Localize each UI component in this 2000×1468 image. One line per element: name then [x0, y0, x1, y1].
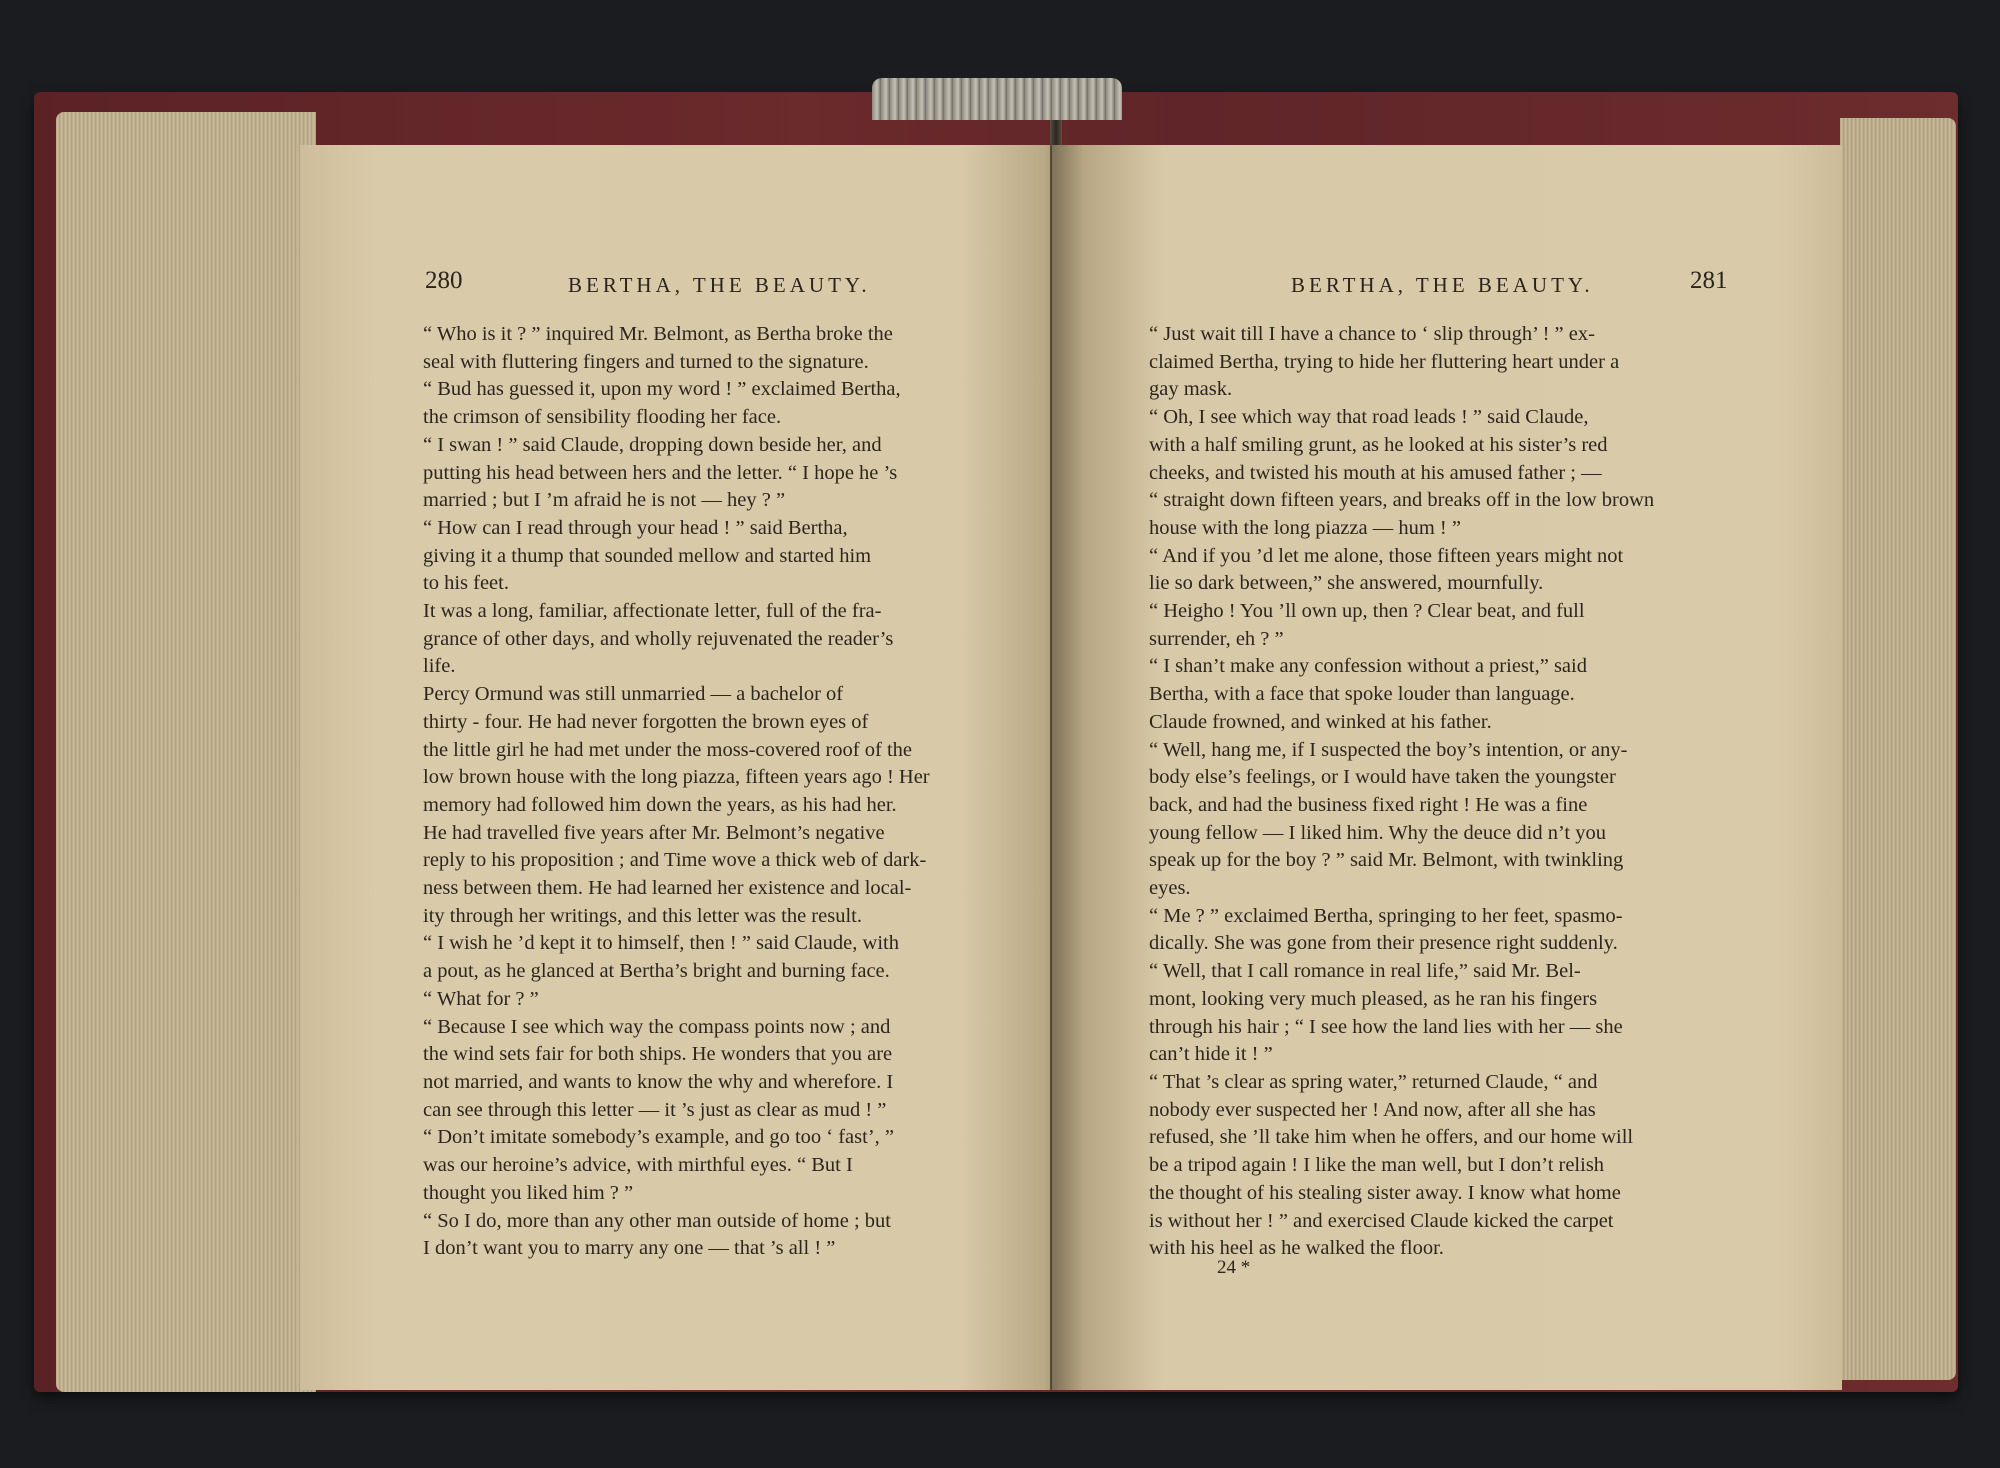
right-page-number: 281 [1690, 267, 1728, 294]
text-line: grance of other days, and wholly rejuvenated the reader’s [423, 627, 894, 650]
left-page-text [423, 321, 1009, 1263]
text-line: body else’s feelings, or I would have taken the youngster [1149, 766, 1616, 789]
right-page-edges [1840, 118, 1956, 1380]
text-line: not married, and wants to know the why and wherefore. I [423, 1070, 894, 1093]
text-line: “ Heigho ! You ’ll own up, then ? Clear beat, and full [1149, 600, 1585, 623]
text-line: the crimson of sensibility flooding her face. [423, 406, 782, 429]
text-line: nobody ever suspected her ! And now, after all she has [1149, 1098, 1596, 1121]
left-page-number: 280 [425, 267, 463, 294]
text-line: claimed Bertha, trying to hide her fluttering heart under a [1149, 350, 1620, 373]
text-line: is without her ! ” and exercised Claude kicked the carpet [1149, 1209, 1614, 1232]
text-line: dically. She was gone from their presence right suddenly. [1149, 932, 1618, 955]
text-line: young fellow — I liked him. Why the deuce did n’t you [1149, 821, 1606, 844]
text-line: reply to his proposition ; and Time wove a thick web of dark- [423, 849, 927, 872]
right-page [1052, 145, 1842, 1390]
left-page [300, 145, 1068, 1390]
signature-mark: 24 * [1217, 1257, 1251, 1278]
text-line: can see through this letter — it ’s just as clear as mud ! ” [423, 1098, 887, 1121]
right-running-head: BERTHA, THE BEAUTY. [1291, 273, 1594, 297]
text-line: cheeks, and twisted his mouth at his amused father ; — [1149, 461, 1602, 484]
text-line: gay mask. [1149, 378, 1233, 401]
text-line: “ Who is it ? ” inquired Mr. Belmont, as Bertha broke the [423, 323, 893, 345]
text-line: surrender, eh ? ” [1149, 627, 1284, 650]
text-line: thought you liked him ? ” [423, 1181, 634, 1204]
text-line: the thought of his stealing sister away. I know what home [1149, 1181, 1621, 1204]
spine-binding [872, 78, 1122, 120]
text-line: “ straight down fifteen years, and breaks off in the low brown [1149, 489, 1655, 512]
text-line: mont, looking very much pleased, as he ran his fingers [1149, 987, 1598, 1010]
text-line: “ I wish he ’d kept it to himself, then ! ” said Claude, with [423, 932, 899, 955]
text-line: house with the long piazza — hum ! ” [1149, 516, 1461, 539]
text-line: the little girl he had met under the moss-covered roof of the [423, 738, 912, 761]
text-line: with a half smiling grunt, as he looked at his sister’s red [1149, 433, 1608, 456]
text-line: Percy Ormund was still unmarried — a bachelor of [423, 683, 844, 706]
text-line: “ What for ? ” [423, 987, 539, 1010]
text-line: “ Bud has guessed it, upon my word ! ” exclaimed Bertha, [423, 378, 901, 401]
text-line: thirty - four. He had never forgotten the brown eyes of [423, 710, 869, 733]
text-line: “ Well, hang me, if I suspected the boy’s intention, or any- [1149, 738, 1628, 761]
text-line: married ; but I ’m afraid he is not — hey ? ” [423, 489, 786, 512]
text-line: “ Me ? ” exclaimed Bertha, springing to her feet, spasmo- [1149, 904, 1623, 927]
text-line: low brown house with the long piazza, fifteen years ago ! Her [423, 766, 930, 789]
text-line: a pout, as he glanced at Bertha’s bright and burning face. [423, 960, 890, 983]
text-line: “ Oh, I see which way that road leads ! ” said Claude, [1149, 406, 1589, 429]
text-line: He had travelled five years after Mr. Belmont’s negative [423, 821, 885, 844]
text-line: the wind sets fair for both ships. He wonders that you are [423, 1043, 893, 1066]
text-line: “ That ’s clear as spring water,” returned Claude, “ and [1149, 1070, 1598, 1093]
text-line: “ I swan ! ” said Claude, dropping down beside her, and [423, 433, 882, 456]
text-line: can’t hide it ! ” [1149, 1043, 1273, 1066]
text-line: “ Just wait till I have a chance to ‘ slip through’ ! ” ex- [1149, 323, 1595, 345]
text-line: “ I shan’t make any confession without a priest,” said [1149, 655, 1587, 678]
text-line: memory had followed him down the years, as his had her. [423, 793, 897, 816]
text-line: “ Because I see which way the compass points now ; and [423, 1015, 891, 1038]
text-line: giving it a thump that sounded mellow and started him [423, 544, 872, 567]
text-line: Claude frowned, and winked at his father. [1149, 710, 1492, 733]
text-line: “ Don’t imitate somebody’s example, and go too ‘ fast’, ” [423, 1126, 895, 1149]
text-line: seal with fluttering fingers and turned to the signature. [423, 350, 869, 373]
right-page-text [1149, 321, 1734, 1263]
text-line: to his feet. [423, 572, 509, 595]
text-line: life. [423, 655, 456, 678]
text-line: It was a long, familiar, affectionate letter, full of the fra- [423, 600, 882, 623]
text-line: be a tripod again ! I like the man well, but I don’t relish [1149, 1154, 1605, 1177]
left-page-edges [56, 112, 316, 1392]
text-line: speak up for the boy ? ” said Mr. Belmont, with twinkling [1149, 849, 1624, 872]
text-line: through his hair ; “ I see how the land lies with her — she [1149, 1015, 1623, 1038]
text-line: ness between them. He had learned her existence and local- [423, 877, 912, 900]
text-line: “ Well, that I call romance in real life,” said Mr. Bel- [1149, 960, 1581, 983]
text-line: putting his head between hers and the letter. “ I hope he ’s [423, 461, 898, 484]
text-line: I don’t want you to marry any one — that ’s all ! ” [423, 1237, 836, 1260]
text-line: refused, she ’ll take him when he offers, and our home will [1149, 1126, 1634, 1149]
text-line: lie so dark between,” she answered, mournfully. [1149, 572, 1544, 595]
text-line: Bertha, with a face that spoke louder than language. [1149, 683, 1575, 706]
left-running-head: BERTHA, THE BEAUTY. [568, 273, 871, 297]
text-line: with his heel as he walked the floor. [1149, 1237, 1444, 1260]
text-line: “ So I do, more than any other man outside of home ; but [423, 1209, 891, 1232]
text-line: “ How can I read through your head ! ” said Bertha, [423, 516, 848, 539]
text-line: ity through her writings, and this letter was the result. [423, 904, 862, 927]
text-line: back, and had the business fixed right ! He was a fine [1149, 793, 1588, 816]
text-line: “ And if you ’d let me alone, those fifteen years might not [1149, 544, 1624, 567]
text-line: was our heroine’s advice, with mirthful eyes. “ But I [423, 1154, 853, 1177]
text-line: eyes. [1149, 877, 1191, 900]
